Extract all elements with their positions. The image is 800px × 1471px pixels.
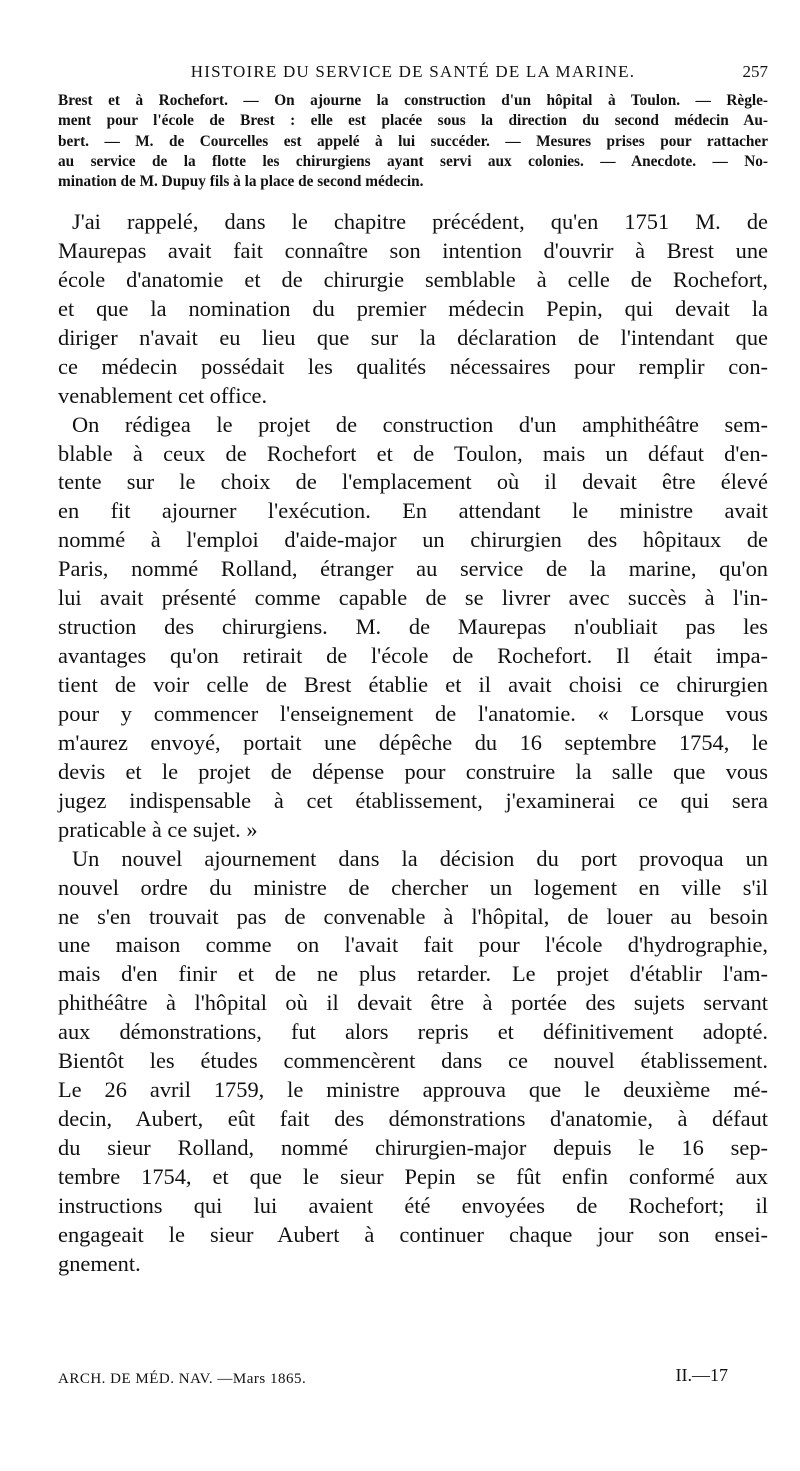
body-line: en fit ajourner l'exécution. En attendant le ministre avait — [58, 498, 768, 524]
body-line: J'ai rappelé, dans le chapitre précédent, qu'en 1751 M. de — [72, 209, 768, 234]
body-line: pour y commencer l'enseignement de l'anatomie. « Lorsque vous — [58, 700, 768, 726]
body-line: Le 26 avril 1759, le ministre approuva que le deuxième mé- — [58, 1077, 768, 1103]
body-line: instructions qui lui avaient été envoyées de Rochefort; il — [58, 1192, 768, 1218]
body-line: mais d'en finir et de ne plus retarder. Le projet d'établir l'am- — [58, 961, 768, 987]
body-line: lui avait présenté comme capable de se livrer avec succès à l'in- — [58, 585, 768, 611]
body-line: nommé à l'emploi d'aide-major un chirurgien des hôpitaux de — [58, 527, 768, 553]
body-line: jugez indispensable à cet établissement, j'examinerai ce qui sera — [58, 787, 768, 813]
body-line: Un nouvel ajournement dans la décision du port provoqua un — [72, 845, 768, 871]
summary-line: Brest et à Rochefort. — On ajourne la construction d'un hôpital à Toulon. — Règle- — [58, 92, 768, 109]
summary-line: au service de la flotte les chirurgiens ayant servi aux colonies. — Anecdote. — No- — [58, 152, 768, 170]
body-line: ne s'en trouvait pas de convenable à l'hôpital, de louer au besoin — [58, 903, 768, 929]
body-line: decin, Aubert, eût fait des démonstrations d'anatomie, à défaut — [58, 1106, 768, 1132]
body-line: phithéâtre à l'hôpital où il devait être à portée des sujets servant — [58, 990, 768, 1016]
body-line: blable à ceux de Rochefort et de Toulon, mais un défaut d'en- — [58, 440, 768, 466]
body-line: tembre 1754, et que le sieur Pepin se fût enfin conformé aux — [58, 1163, 768, 1189]
body-line: diriger n'avait eu lieu que sur la déclaration de l'intendant que — [58, 324, 768, 350]
body-line: du sieur Rolland, nommé chirurgien-major depuis le 16 sep- — [58, 1135, 768, 1160]
footer-journal-reference: ARCH. DE MÉD. NAV. —Mars 1865. — [58, 1371, 307, 1387]
body-line: avantages qu'on retirait de l'école de Rochefort. Il était impa- — [58, 643, 768, 669]
page-footer — [58, 1365, 768, 1393]
body-line: une maison comme on l'avait fait pour l'école d'hydrographie, — [58, 932, 768, 958]
body-line: devis et le projet de dépense pour construire la salle que vous — [58, 758, 768, 784]
body-line: nouvel ordre du ministre de chercher un logement en ville s'il — [58, 874, 768, 900]
page-number: 257 — [742, 62, 768, 81]
body-line: engageait le sieur Aubert à continuer chaque jour son ensei- — [58, 1221, 768, 1247]
body-line: tient de voir celle de Brest établie et il avait choisi ce chirurgien — [58, 672, 768, 697]
running-head — [58, 62, 768, 86]
body-line: struction des chirurgiens. M. de Maurepas n'oubliait pas les — [58, 614, 768, 640]
footer-signature-mark: II.—17 — [675, 1365, 728, 1385]
body-line: ce médecin possédait les qualités nécessaires pour remplir con- — [58, 353, 768, 379]
summary-line: bert. — M. de Courcelles est appelé à lui succéder. — Mesures prises pour rattacher — [58, 132, 768, 150]
body-line: Paris, nommé Rolland, étranger au service de la marine, qu'on — [58, 556, 768, 582]
body-line: et que la nomination du premier médecin Pepin, qui devait la — [58, 295, 768, 321]
body-line: école d'anatomie et de chirurgie semblable à celle de Rochefort, — [58, 266, 768, 292]
running-title: HISTOIRE DU SERVICE DE SANTÉ DE LA MARINE. — [190, 62, 636, 81]
body-text — [58, 208, 768, 1279]
body-line: praticable à ce sujet. » — [58, 816, 258, 842]
body-line: m'aurez envoyé, portait une dépêche du 16 septembre 1754, le — [58, 729, 768, 755]
summary-line: mination de M. Dupuy fils à la place de second médecin. — [58, 173, 424, 191]
chapter-summary — [58, 91, 768, 192]
body-line: venablement cet office. — [58, 382, 268, 408]
body-line: aux démonstrations, fut alors repris et définitivement adopté. — [58, 1019, 768, 1045]
summary-line: ment pour l'école de Brest : elle est placée sous la direction du second médecin Au- — [58, 112, 768, 130]
body-line: gnement. — [58, 1250, 141, 1276]
body-line: Maurepas avait fait connaître son intention d'ouvrir à Brest une — [58, 237, 768, 263]
body-line: tente sur le choix de l'emplacement où il devait être élevé — [58, 469, 768, 495]
body-line: Bientôt les études commencèrent dans ce nouvel établissement. — [58, 1048, 768, 1074]
body-line: On rédigea le projet de construction d'un amphithéâtre sem- — [72, 411, 768, 437]
